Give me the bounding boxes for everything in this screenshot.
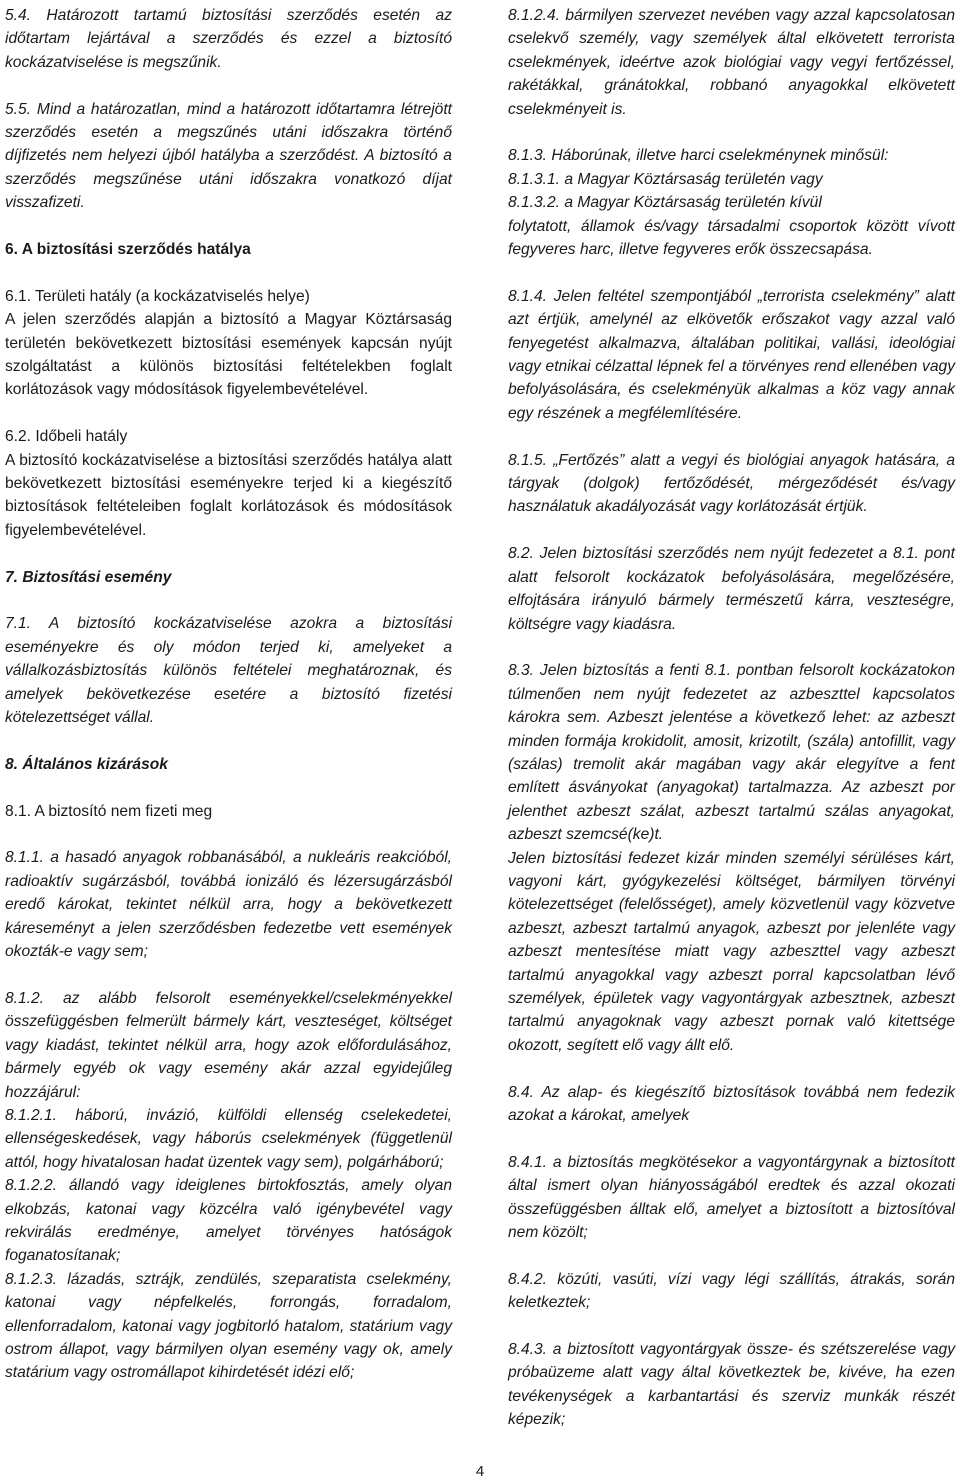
right-column — [508, 4, 955, 1432]
paragraph: A biztosító kockázatviselése a biztosítási szerződés hatálya alatt bekövetkezett biztosítási eseményekre terjed ki a kiegészítő biztosítások feltételeiben foglalt korlátozások és módosítások figyelembevételével. — [5, 451, 452, 539]
paragraph-gap — [508, 1057, 955, 1080]
section-heading: 7. Biztosítási esemény — [5, 568, 172, 586]
paragraph-gap — [5, 74, 452, 97]
paragraph: 8.2. Jelen biztosítási szerződés nem nyújt fedezetet a 8.1. pont alatt felsorolt kockázatok befolyásolására, megelőzésére, elfojtására irányuló bármely természetű kárra, veszteségre, költségre vagy kiadásra. — [508, 545, 955, 633]
paragraph: 8.1.2.4. bármilyen szervezet nevében vagy azzal kapcsolatosan cselekvő személy, vagy személyek által elkövetett terrorista cselekmények, ideértve azok biológiai vagy vegyi fertőzéssel, rakétákkal, gránátokkal, robbanó anyagokkal elkövetett cselekményeit is. — [508, 7, 955, 118]
section-heading: 6. A biztosítási szerződés hatálya — [5, 241, 251, 259]
paragraph: 8.1.2.2. állandó vagy ideiglenes birtokfosztás, amely olyan elkobzás, katonai vagy közcélra való igénybevétel vagy rekvirálás eredménye, amelyet törvényes hatóságok foganatosítanak; — [5, 1177, 452, 1265]
paragraph: 8.1. A biztosító nem fizeti meg — [5, 802, 213, 820]
paragraph-gap — [5, 261, 452, 284]
paragraph-gap — [5, 402, 452, 425]
paragraph-gap — [5, 964, 452, 987]
paragraph-gap — [5, 542, 452, 565]
paragraph-gap — [5, 730, 452, 753]
paragraph: 8.1.3.2. a Magyar Köztársaság területén kívül — [508, 194, 822, 212]
paragraph: A jelen szerződés alapján a biztosító a Magyar Köztársaság területén bekövetkezett biztosítási események kapcsán nyújt szolgáltatást a különös biztosítási feltételekben foglalt korlátozások vagy módosítások figyelembevételével. — [5, 311, 452, 399]
paragraph-gap — [508, 261, 955, 284]
paragraph: 8.1.3.1. a Magyar Köztársaság területén vagy — [508, 170, 823, 188]
left-column — [5, 4, 452, 1385]
section-heading: 8. Általános kizárások — [5, 755, 168, 773]
paragraph-gap — [508, 1315, 955, 1338]
paragraph: 8.4.1. a biztosítás megkötésekor a vagyontárgynak a biztosított által ismert olyan hiányosságából eredtek és azzal okozati összefüggésben álltak elő, amelyet a biztosított a biztosítóval nem közölt; — [508, 1153, 955, 1242]
paragraph: 8.1.3. Háborúnak, illetve harci cselekménynek minősül: — [508, 147, 889, 165]
paragraph: 6.2. Időbeli hatály — [5, 428, 128, 446]
paragraph-gap — [508, 519, 955, 542]
paragraph-gap — [5, 823, 452, 846]
paragraph-gap — [508, 121, 955, 144]
paragraph: 8.4.3. a biztosított vagyontárgyak össze- és szétszerelése vagy próbaüzeme alatt vagy által következtek be, kivéve, ha ezen tevékenységek a karbantartási és szerviz munkák részét képezik; — [508, 1341, 955, 1429]
paragraph: 7.1. A biztosító kockázatviselése azokra a biztosítási eseményekre és oly módon terjed ki, amelyeket a vállalkozásbiztosítás különös feltételei meghatároznak, és amelyek bekövetkezése esetére a biztosító fizetési kötelezettséget vállal. — [5, 615, 452, 727]
paragraph: 8.3. Jelen biztosítás a fenti 8.1. pontban felsorolt kockázatokon túlmenően nem nyújt fedezetet az azbeszttel kapcsolatos károkra sem. Azbeszt jelentése a következő lehet: az azbeszt minden formája krokidolit, amosit, krizotilt, (szála) antofillit, vagy (szálas) tremolit akár magában vagy akár elegyítve a fent említett ásványokat (anyagokat) tartalmazza. Az azbeszt por jelenthet azbeszt szálat, azbeszt tartalmú szálas anyagokat, azbeszt szemcsé(ke)t. — [508, 662, 955, 844]
paragraph-gap — [5, 776, 452, 799]
paragraph: 5.5. Mind a határozatlan, mind a határozott időtartamra létrejött szerződés esetén a megszűnés utáni időszakra történő díjfizetés nem helyezi újból hatályba a szerződést. A biztosító a szerződés megszűnése utáni időszakra vonatkozó díjat visszafizeti. — [5, 100, 452, 212]
paragraph-gap — [5, 215, 452, 238]
paragraph-gap — [508, 1127, 955, 1150]
paragraph: 6.1. Területi hatály (a kockázatviselés helye) — [5, 287, 310, 305]
paragraph: 8.4.2. közúti, vasúti, vízi vagy légi szállítás, átrakás, során keletkeztek; — [508, 1270, 955, 1312]
paragraph: 8.1.2.1. háború, invázió, külföldi ellenség cselekedetei, ellenségeskedések, vagy háborús cselekmények (függetlenül attól, hogy hivatalosan hadat üzentek vagy sem), polgárháború; — [5, 1106, 452, 1171]
paragraph: 8.1.2.3. lázadás, sztrájk, zendülés, szeparatista cselekmény, katonai vagy népfelkelés, forrongás, forradalom, ellenforradalom, katonai vagy jogbitorló hatalom, statárium vagy ostrom állapot, vagy bármilyen olyan esemény vagy ok, amely statárium vagy ostromállapot kihirdetését idézi elő; — [5, 1270, 452, 1382]
paragraph: 5.4. Határozott tartamú biztosítási szerződés esetén az időtartam lejártával a szerződés és ezzel a biztosító kockázatviselése is megszűnik. — [5, 7, 452, 71]
paragraph-gap — [508, 425, 955, 448]
paragraph: 8.4. Az alap- és kiegészítő biztosítások továbbá nem fedezik azokat a károkat, amelyek — [508, 1083, 955, 1124]
paragraph: Jelen biztosítási fedezet kizár minden személyi sérüléses kárt, vagyoni kárt, gyógykezelési költséget, bármilyen törvényi kötelezettséget (felelősséget), amely közvetlenül vagy közvetve azbeszt, azbeszt tartalmú anyagok, azbeszt por jelenléte vagy azbeszt mentesítése miatt vagy azbeszttel vagy azbeszt tartalmú anyagokkal vagy azbeszt porral kapcsolatban lévő személyek, épületek vagy vagyontárgyak azbesztnek, azbeszt tartalmú anyagoknak vagy azbeszt pornak való kitettsége okozott, segített elő vagy állt elő. — [508, 849, 955, 1054]
paragraph-gap — [508, 1244, 955, 1267]
paragraph: 8.1.5. „Fertőzés” alatt a vegyi és biológiai anyagok hatására, a tárgyak (dolgok) fertőződését, mérgeződését és/vagy használatuk akadályozását vagy korlátozását értjük. — [508, 451, 955, 516]
page-number: 4 — [475, 1463, 485, 1480]
paragraph-gap — [5, 589, 452, 612]
paragraph: 8.1.2. az alább felsorolt eseményekkel/cselekményekkel összefüggésben felmerült bármely kárt, veszteséget, költséget vagy kiadást, tekintet nélkül arra, hogy azok előfordulásához, bármely egyéb ok vagy esemény akár azzal egyidejűleg hozzájárul: — [5, 989, 452, 1101]
paragraph: folytatott, államok és/vagy társadalmi csoportok között vívott fegyveres harc, illetve fegyveres erők összecsapása. — [508, 217, 955, 259]
paragraph: 8.1.4. Jelen feltétel szempontjából „terrorista cselekmény” alatt azt értjük, amelynél az elkövetők erőszakot vagy azzal való fenyegetést alkalmazva, általában politikai, vallási, ideológiai vagy etnikai célzattal lépnek fel a törvényes rend ellenében vagy befolyásolására, és cselekményük alkalmas a köz vagy annak egy részének a megfélemlítésére. — [508, 287, 955, 422]
paragraph: 8.1.1. a hasadó anyagok robbanásából, a nukleáris reakcióból, radioaktív sugárzásból, továbbá ionizáló és lézersugárzásból eredő károkat, tekintet nélkül arra, hogy a bekövetkezett káreseményt a jelen szerződésben fedezetbe vett események okozták-e vagy sem; — [5, 849, 452, 961]
paragraph-gap — [508, 636, 955, 659]
